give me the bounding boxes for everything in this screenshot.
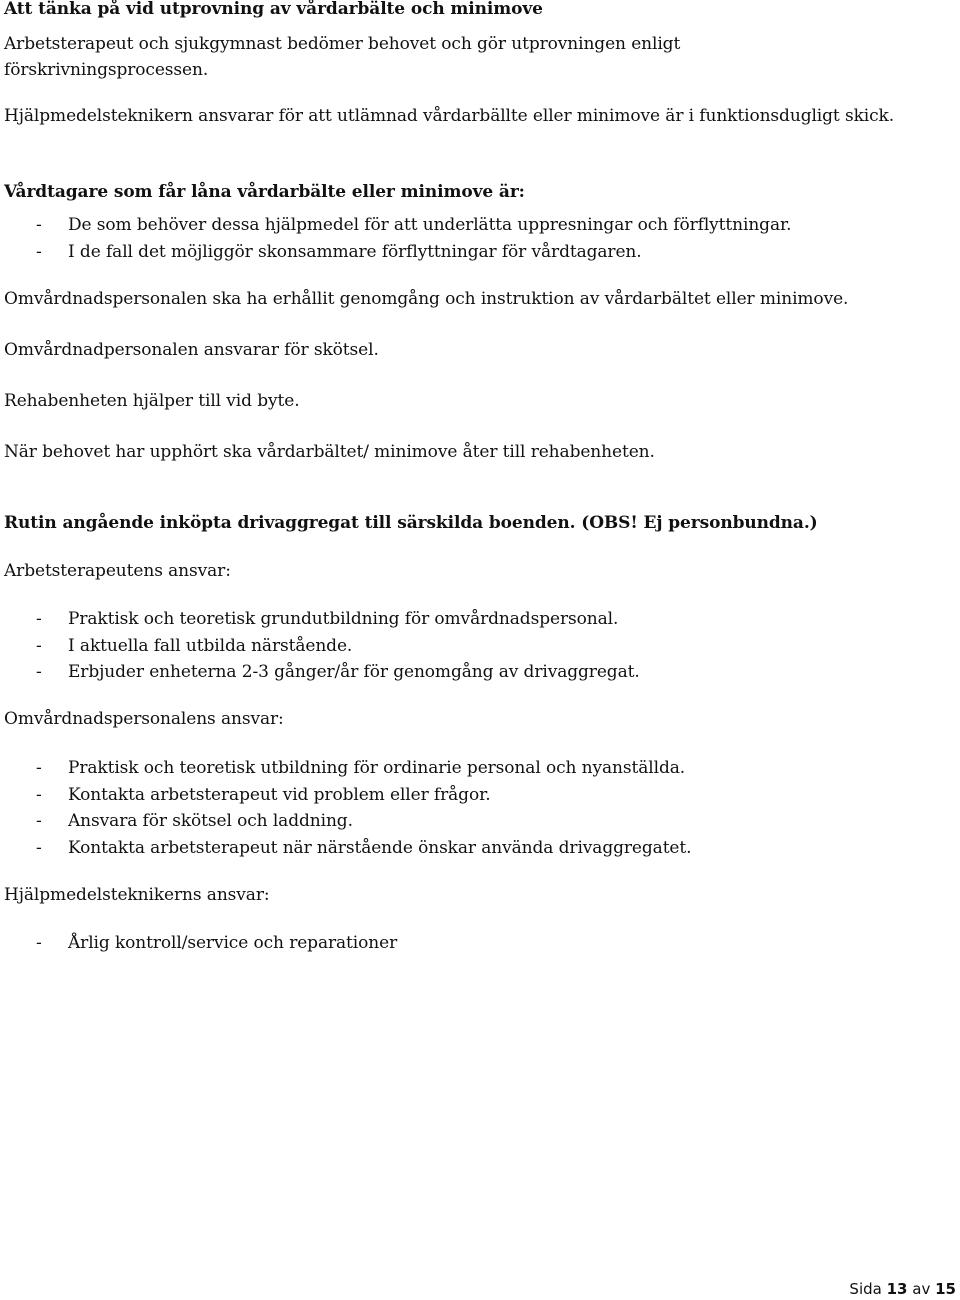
list-item [36, 931, 397, 955]
list-item [36, 634, 352, 658]
paragraph-bedomning-line1: Arbetsterapeut och sjukgymnast bedömer behovet och gör utprovningen enligt [4, 34, 681, 54]
list-item [36, 660, 640, 684]
list-dash: - [36, 785, 42, 805]
list-item [36, 756, 685, 780]
list-item-text: Kontakta arbetsterapeut när närstående önskar använda drivaggregatet. [68, 838, 692, 858]
list-dash: - [36, 636, 42, 656]
list-dash: - [36, 662, 42, 682]
list-item-text: Kontakta arbetsterapeut vid problem eller frågor. [68, 785, 491, 805]
subheading-omvardnadspersonal: Omvårdnadspersonalens ansvar: [4, 709, 284, 729]
list-item-text: Praktisk och teoretisk grundutbildning för omvårdnadspersonal. [68, 609, 619, 629]
list-item [36, 607, 618, 631]
list-dash: - [36, 838, 42, 858]
list-item [36, 836, 691, 860]
page-number-footer [849, 1278, 956, 1300]
paragraph-byte: Rehabenheten hjälper till vid byte. [4, 391, 300, 411]
list-item-text: I aktuella fall utbilda närstående. [68, 636, 353, 656]
list-dash: - [36, 609, 42, 629]
list-item-text: Erbjuder enheterna 2-3 gånger/år för genomgång av drivaggregat. [68, 662, 640, 682]
list-item-text: De som behöver dessa hjälpmedel för att underlätta uppresningar och förflyttningar. [68, 215, 792, 235]
list-dash: - [36, 933, 42, 953]
footer-total-pages: 15 [935, 1280, 956, 1298]
list-item [36, 213, 791, 237]
paragraph-hjalpmedelstekniker: Hjälpmedelsteknikern ansvarar för att utlämnad vårdarbällte eller minimove är i funktionsdugligt skick. [4, 106, 895, 126]
footer-prefix: Sida [849, 1280, 882, 1298]
list-item [36, 809, 353, 833]
paragraph-bedomning-line2: förskrivningsprocessen. [4, 60, 209, 80]
paragraph-skotsel: Omvårdnadpersonalen ansvarar för skötsel. [4, 340, 379, 360]
paragraph-atertagande: När behovet har upphört ska vårdarbältet/ minimove åter till rehabenheten. [4, 442, 655, 462]
list-item-text: Ansvara för skötsel och laddning. [68, 811, 353, 831]
list-item [36, 240, 642, 264]
list-item-text: Årlig kontroll/service och reparationer [68, 933, 398, 953]
subheading-hjalpmedelstekniker: Hjälpmedelsteknikerns ansvar: [4, 885, 270, 905]
list-dash: - [36, 758, 42, 778]
list-dash: - [36, 811, 42, 831]
footer-of: av [912, 1280, 931, 1298]
list-item-text: Praktisk och teoretisk utbildning för ordinarie personal och nyanställda. [68, 758, 686, 778]
list-item [36, 783, 491, 807]
footer-current-page: 13 [886, 1280, 908, 1298]
list-dash: - [36, 215, 42, 235]
paragraph-genomgang: Omvårdnadspersonalen ska ha erhållit genomgång och instruktion av vårdarbältet eller minimove. [4, 289, 849, 309]
list-dash: - [36, 242, 42, 262]
list-item-text: I de fall det möjliggör skonsammare förflyttningar för vårdtagaren. [68, 242, 642, 262]
section-heading-utprovning: Att tänka på vid utprovning av vårdarbälte och minimove [4, 0, 543, 19]
section-heading-vardtagare: Vårdtagare som får låna vårdarbälte eller minimove är: [4, 182, 525, 202]
subheading-arbetsterapeut: Arbetsterapeutens ansvar: [4, 561, 231, 581]
section-heading-drivaggregat: Rutin angående inköpta drivaggregat till särskilda boenden. (OBS! Ej personbundna.) [4, 513, 818, 533]
